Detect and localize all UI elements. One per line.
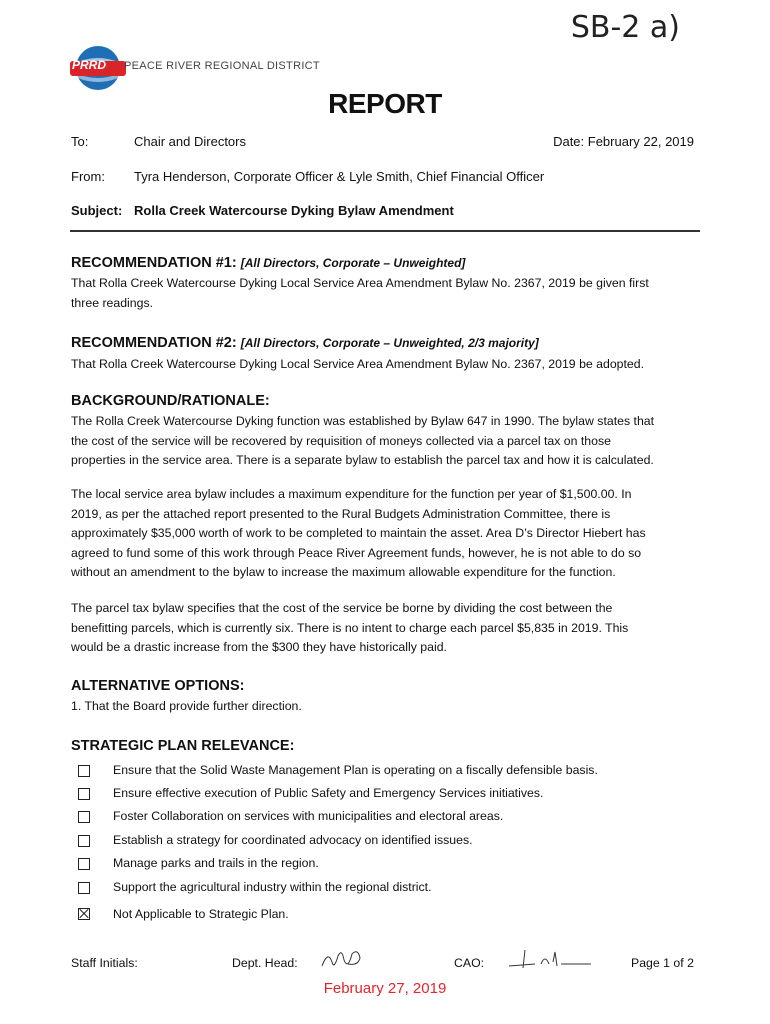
to-value: Chair and Directors (134, 134, 246, 149)
cao-signature (505, 946, 595, 972)
background-heading: BACKGROUND/RATIONALE: (71, 393, 270, 409)
org-name: PEACE RIVER REGIONAL DISTRICT (124, 60, 320, 72)
paragraph-line: The Rolla Creek Watercourse Dyking function was established by Bylaw 647 in 1990. The bylaw states that (71, 414, 655, 428)
paragraph-line: properties in the service area. There is a separate bylaw to establish the parcel tax and how it is calculated. (71, 453, 654, 467)
rec1-text (71, 274, 701, 313)
strategic-item-label: Foster Collaboration on services with municipalities and electoral areas. (113, 809, 504, 823)
paragraph-line: without an amendment to the bylaw to increase the maximum allowable expenditure for the function. (71, 565, 616, 579)
strategic-checkbox[interactable] (78, 882, 90, 894)
from-value: Tyra Henderson, Corporate Officer & Lyle Smith, Chief Financial Officer (134, 169, 545, 184)
background-p3 (71, 599, 701, 658)
rec2-heading (71, 335, 539, 351)
paragraph-line: benefitting parcels, which is currently six. There is no intent to charge each parcel $5,835 in 2019. This (71, 620, 629, 635)
background-p1 (71, 412, 701, 471)
page-number: Page 1 of 2 (631, 956, 694, 970)
paragraph-line: 2019, as per the attached report presented to the Rural Budgets Administration Committee, there is (71, 506, 611, 521)
strategic-checkbox[interactable] (78, 858, 90, 870)
paragraph-line: The parcel tax bylaw specifies that the cost of the service be borne by dividing the cost between the (71, 601, 613, 615)
rec1-line: three readings. (71, 295, 154, 310)
report-date: Date: February 22, 2019 (553, 134, 694, 149)
alternatives-heading: ALTERNATIVE OPTIONS: (71, 678, 245, 694)
paragraph-line: approximately $35,000 worth of work to be completed to maintain the asset. Area D’s Director Hiebert has (71, 526, 646, 540)
strategic-item-label: Establish a strategy for coordinated advocacy on identified issues. (113, 833, 473, 847)
rec1-line: That Rolla Creek Watercourse Dyking Local Service Area Amendment Bylaw No. 2367, 2019 be given first (71, 276, 649, 290)
strategic-checkbox-checked[interactable] (78, 908, 90, 920)
background-p2 (71, 485, 701, 583)
strategic-checkbox[interactable] (78, 811, 90, 823)
header-divider (70, 230, 700, 232)
strategic-item-label: Ensure that the Solid Waste Management Plan is operating on a fiscally defensible basis. (113, 763, 598, 777)
strategic-checkbox[interactable] (78, 835, 90, 847)
page-title: REPORT (328, 88, 442, 119)
rec2-text: That Rolla Creek Watercourse Dyking Local Service Area Amendment Bylaw No. 2367, 2019 be adopted. (71, 357, 645, 371)
rec1-title: RECOMMENDATION #1: (71, 255, 237, 271)
rec1-note: [All Directors, Corporate – Unweighted] (240, 256, 466, 270)
staff-initials-label: Staff Initials: (71, 956, 138, 970)
corner-label: SB-2 a) (570, 10, 680, 45)
rec2-note: [All Directors, Corporate – Unweighted, 2/3 majority] (240, 336, 539, 350)
strategic-checkbox[interactable] (78, 788, 90, 800)
paragraph-line: the cost of the service will be recovered by requisition of moneys collected via a parcel tax on those (71, 433, 611, 448)
strategic-checkbox[interactable] (78, 765, 90, 777)
paragraph-line: agreed to fund some of this work through Peace River Agreement funds, however, he is not able to do so (71, 545, 642, 560)
alternative-item: 1. That the Board provide further direction. (71, 699, 302, 713)
strategic-item-label: Not Applicable to Strategic Plan. (113, 907, 289, 921)
dept-head-signature (318, 944, 364, 974)
dept-head-label: Dept. Head: (232, 956, 298, 970)
to-label: To: (71, 134, 89, 149)
received-date-stamp: February 27, 2019 (323, 980, 447, 997)
rec2-title: RECOMMENDATION #2: (71, 335, 237, 351)
subject-value: Rolla Creek Watercourse Dyking Bylaw Amendment (134, 203, 454, 218)
logo-text: PRRD (72, 58, 107, 72)
strategic-item-label: Ensure effective execution of Public Safety and Emergency Services initiatives. (113, 786, 544, 800)
cao-label: CAO: (454, 956, 485, 970)
rec1-heading (71, 255, 465, 271)
subject-label: Subject: (71, 203, 123, 218)
paragraph-line: The local service area bylaw includes a maximum expenditure for the function per year of $1,500.00. In (71, 487, 632, 501)
strategic-item-label: Support the agricultural industry within the regional district. (113, 880, 432, 894)
paragraph-line: would be a drastic increase from the $300 they have historically paid. (71, 640, 447, 654)
strategic-item-label: Manage parks and trails in the region. (113, 856, 319, 870)
from-label: From: (71, 169, 105, 184)
strategic-heading: STRATEGIC PLAN RELEVANCE: (71, 738, 295, 754)
